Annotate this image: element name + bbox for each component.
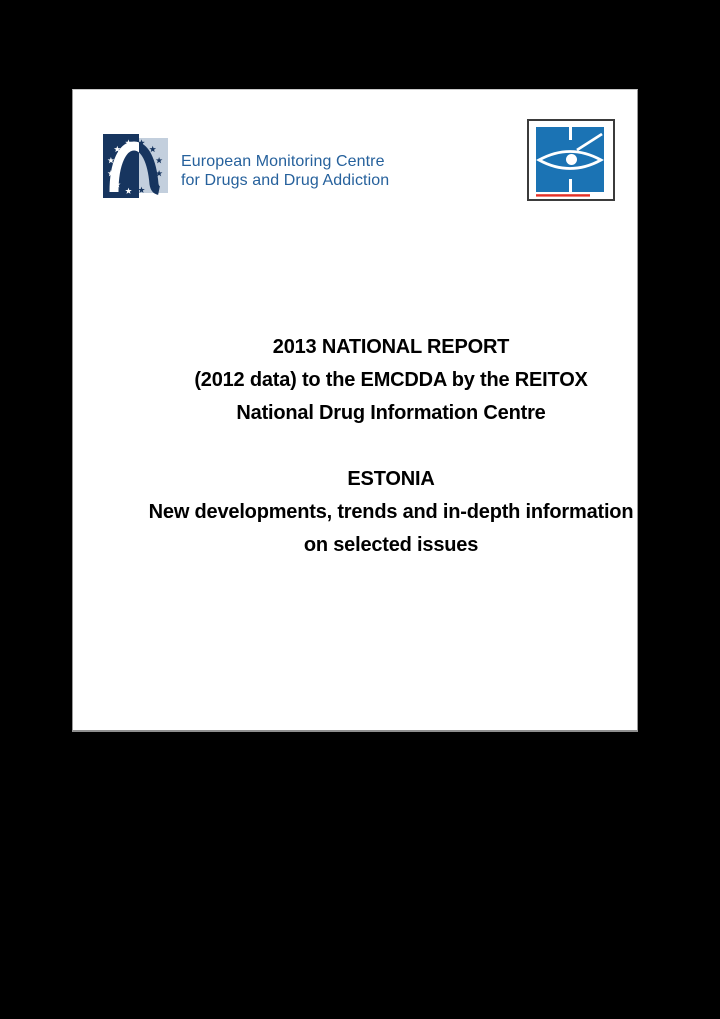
subject-title-group xyxy=(143,463,639,562)
tai-eye-pupil xyxy=(566,154,577,165)
tai-eye-icon xyxy=(529,121,613,199)
title-block xyxy=(143,331,639,562)
subject-title-line3: on selected issues xyxy=(303,534,479,556)
report-title-line1: 2013 NATIONAL REPORT xyxy=(272,336,510,358)
emcdda-logo-icon xyxy=(103,134,168,198)
emcdda-wordmark-line2: for Drugs and Drug Addiction xyxy=(181,172,390,189)
subject-title-line2: New developments, trends and in-depth information xyxy=(148,501,634,523)
report-title-group xyxy=(143,331,639,430)
tai-logo xyxy=(527,119,615,201)
tai-red-underline xyxy=(536,194,590,196)
emcdda-wordmark-line1: European Monitoring Centre xyxy=(181,153,385,170)
country-title-line: ESTONIA xyxy=(347,468,435,490)
report-title-line3: National Drug Information Centre xyxy=(236,402,546,424)
report-title-line2: (2012 data) to the EMCDDA by the REITOX xyxy=(194,369,588,391)
emcdda-wordmark xyxy=(181,152,389,190)
document-page xyxy=(72,89,638,732)
